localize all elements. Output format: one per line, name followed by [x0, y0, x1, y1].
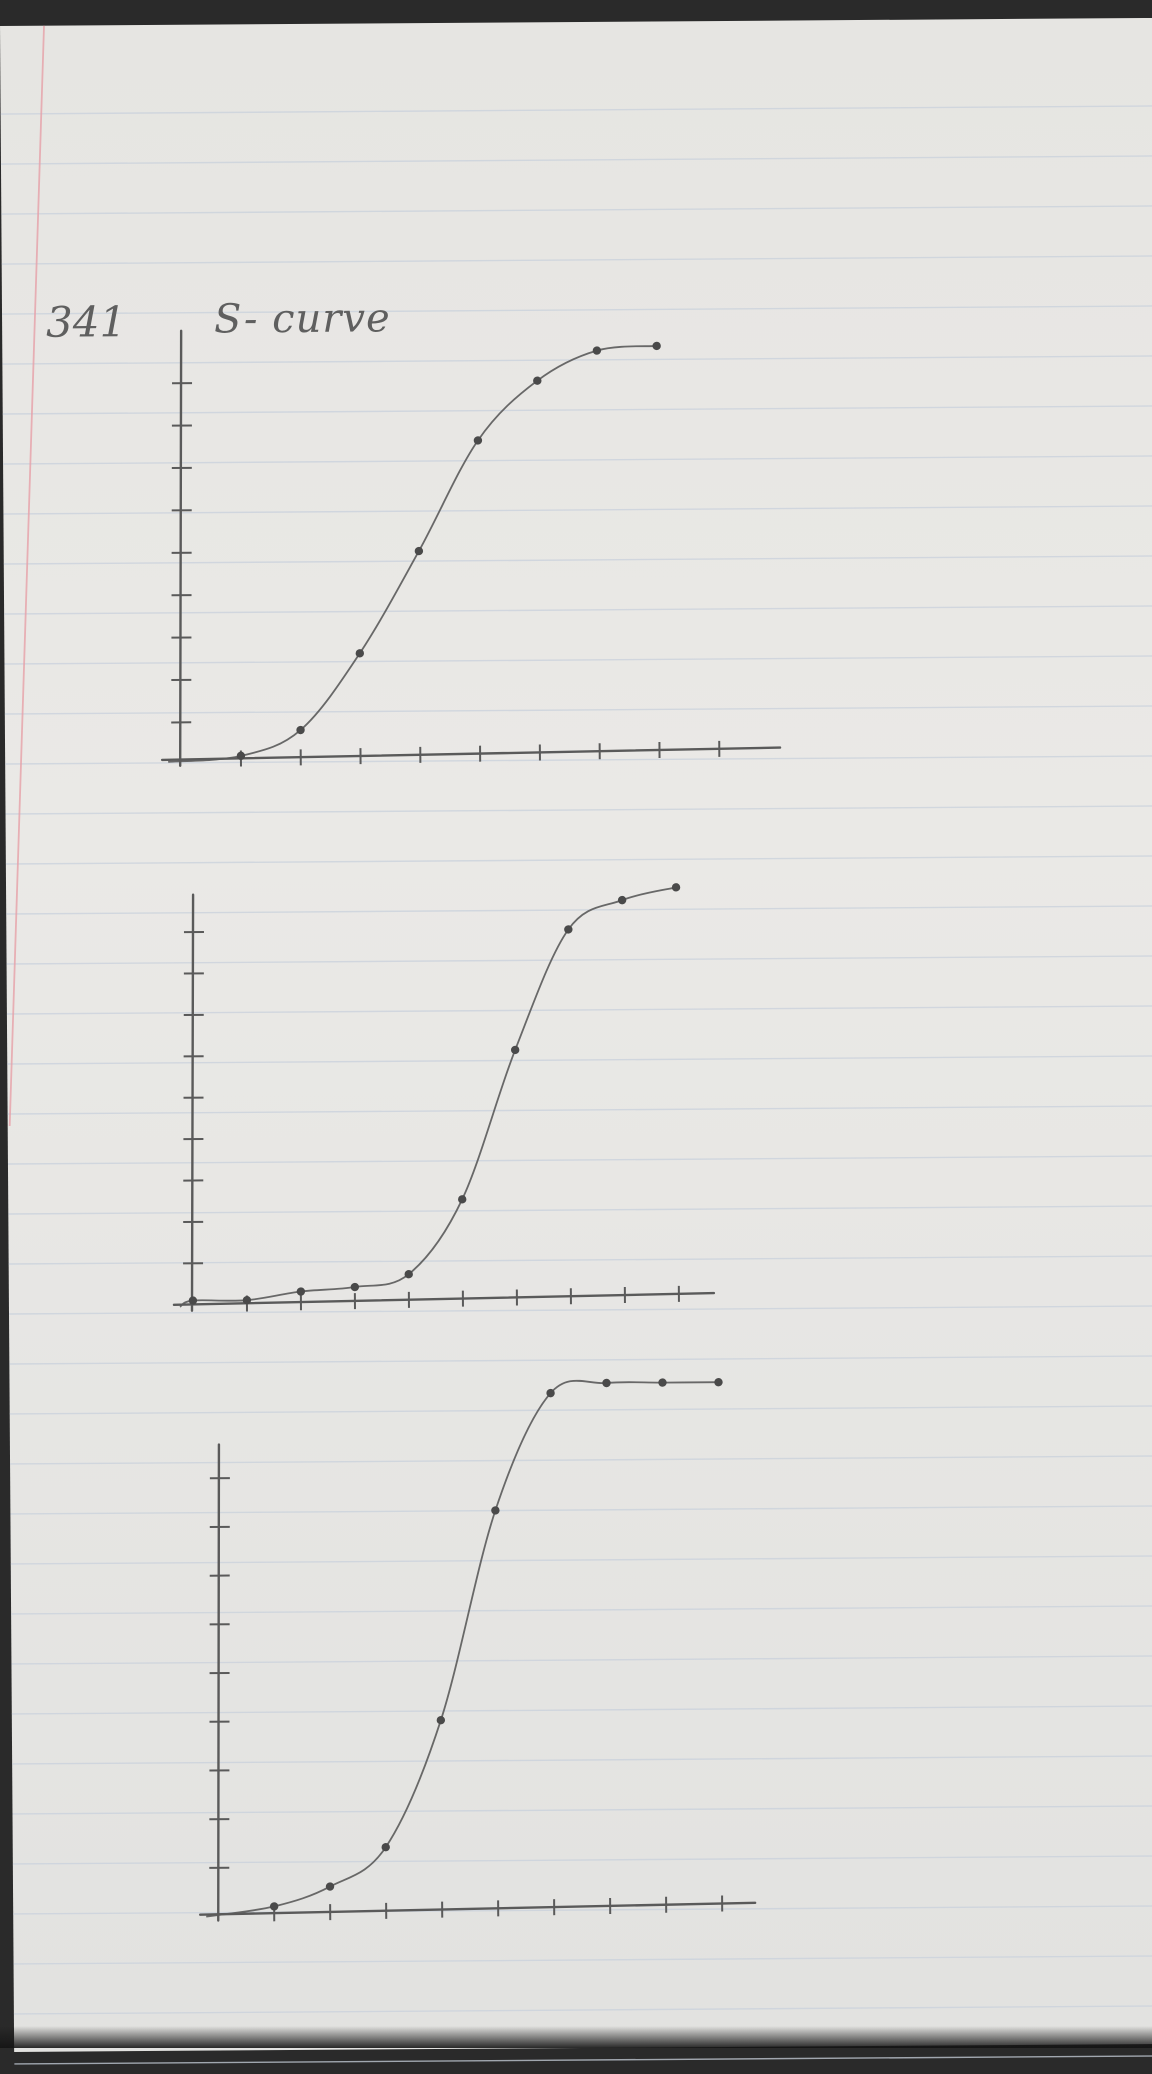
page-number: 341 [46, 297, 127, 347]
data-point [714, 1378, 722, 1386]
data-point [602, 1379, 610, 1387]
s-curve-chart-3 [0, 18, 1152, 2074]
series-line [202, 1380, 722, 1917]
data-point [326, 1882, 334, 1890]
data-point [658, 1378, 666, 1386]
data-point [546, 1389, 554, 1397]
notebook-paper [0, 18, 1152, 2052]
data-point [491, 1506, 499, 1514]
data-point [437, 1716, 445, 1724]
y-axis [215, 1445, 222, 1921]
data-point [270, 1902, 278, 1910]
data-point [382, 1843, 390, 1851]
page-title: S- curve [214, 295, 391, 342]
page-edge-shadow [0, 2026, 1152, 2048]
